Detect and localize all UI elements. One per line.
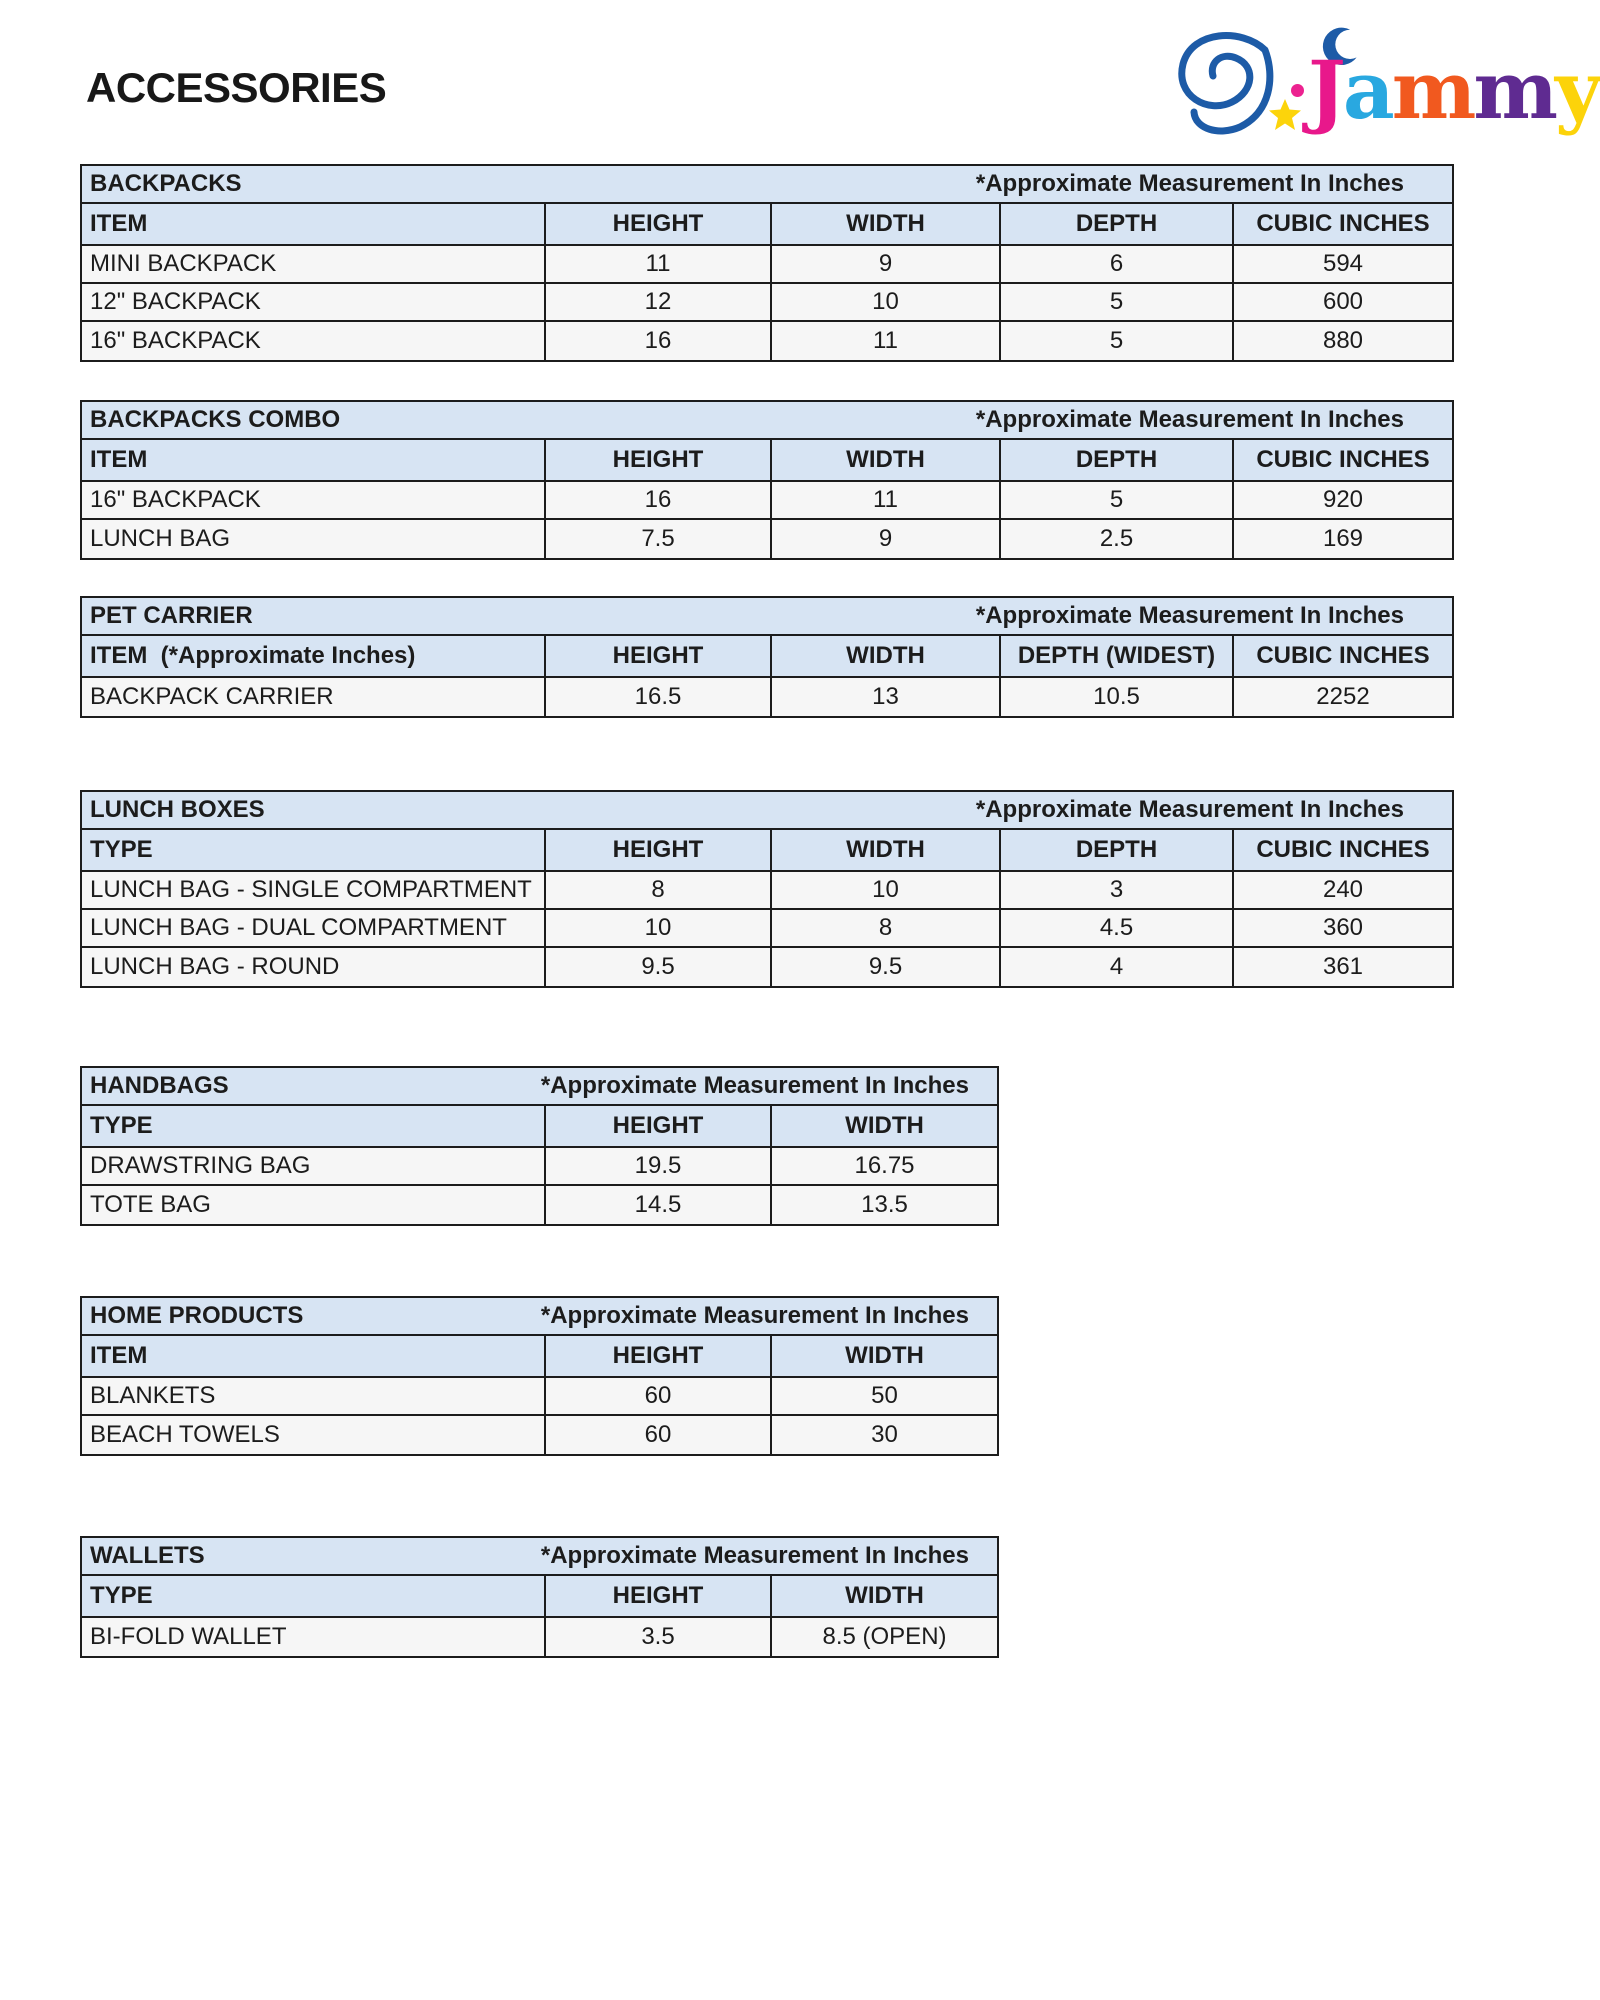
script-p-path [1182,36,1270,131]
column-header: TYPE [90,836,153,863]
section-title: WALLETS [90,1542,205,1569]
approx-measurement-note: *Approximate Measurement In Inches [975,170,1404,197]
measurement-cell: 9 [770,246,999,282]
approx-measurement-note: *Approximate Measurement In Inches [540,1072,969,1099]
approx-measurement-note: *Approximate Measurement In Inches [975,406,1404,433]
measurement-cell: 19.5 [544,1148,770,1184]
table-row [82,1378,997,1416]
star-shape [1269,99,1301,130]
section-title: PET CARRIER [90,602,253,629]
measurement-cell: 8 [544,872,770,908]
table-row [82,910,1452,948]
column-header: ITEM [90,1342,148,1369]
table-home-products [80,1296,999,1456]
measurement-cell: 50 [770,1378,997,1414]
measurement-cell: 240 [1232,872,1452,908]
measurement-cell: 10.5 [999,678,1232,716]
measurement-cell: 600 [1232,284,1452,320]
item-name-cell: LUNCH BAG [90,525,231,552]
table-row [82,678,1452,716]
column-header: HEIGHT [544,1106,770,1146]
column-header: HEIGHT [544,204,770,244]
measurement-cell: 880 [1232,322,1452,360]
table-row [82,1148,997,1186]
table-header-row [82,440,1452,482]
star-icon [1268,98,1302,132]
measurement-cell: 9.5 [770,948,999,986]
measurement-cell: 9.5 [544,948,770,986]
measurement-cell: 920 [1232,482,1452,518]
pjammy-logo [1170,24,1599,144]
table-title-row [82,598,1452,636]
table-header-row [82,1336,997,1378]
approx-measurement-note: *Approximate Measurement In Inches [975,602,1404,629]
measurement-cell: 7.5 [544,520,770,558]
measurement-cell: 13 [770,678,999,716]
column-header: ITEM (*Approximate Inches) [90,642,416,669]
table-handbags [80,1066,999,1226]
approx-measurement-note: *Approximate Measurement In Inches [975,796,1404,823]
measurement-cell: 11 [770,322,999,360]
table-header-row [82,204,1452,246]
column-header: WIDTH [770,440,999,480]
measurement-cell: 5 [999,284,1232,320]
measurement-cell: 2.5 [999,520,1232,558]
table-title-row [82,402,1452,440]
column-header: WIDTH [770,1576,997,1616]
measurement-cell: 11 [544,246,770,282]
measurement-cell: 16.75 [770,1148,997,1184]
column-header: CUBIC INCHES [1232,440,1452,480]
section-title: LUNCH BOXES [90,796,265,823]
column-header: ITEM [90,446,148,473]
table-row [82,482,1452,520]
table-title-row [82,1298,997,1336]
item-name-cell: 12" BACKPACK [90,288,261,315]
measurement-cell: 30 [770,1416,997,1454]
measurement-cell: 5 [999,482,1232,518]
column-header: DEPTH (WIDEST) [999,636,1232,676]
column-header: WIDTH [770,1106,997,1146]
column-header: CUBIC INCHES [1232,204,1452,244]
table-backpacks-combo [80,400,1454,560]
table-header-row [82,1106,997,1148]
column-header: DEPTH [999,830,1232,870]
measurement-cell: 3.5 [544,1618,770,1656]
item-name-cell: BACKPACK CARRIER [90,683,334,710]
column-header: DEPTH [999,204,1232,244]
measurement-cell: 169 [1232,520,1452,558]
item-name-cell: DRAWSTRING BAG [90,1152,311,1179]
item-name-cell: BEACH TOWELS [90,1421,280,1448]
table-row [82,948,1452,986]
measurement-cell: 4 [999,948,1232,986]
measurement-cell: 594 [1232,246,1452,282]
column-header: DEPTH [999,440,1232,480]
column-header: CUBIC INCHES [1232,636,1452,676]
measurement-cell: 10 [770,872,999,908]
measurement-cell: 8.5 (OPEN) [770,1618,997,1656]
measurement-cell: 12 [544,284,770,320]
measurement-cell: 13.5 [770,1186,997,1224]
measurement-cell: 3 [999,872,1232,908]
logo-letter: y [1555,43,1599,137]
column-header: CUBIC INCHES [1232,830,1452,870]
column-header: TYPE [90,1582,153,1609]
measurement-cell: 14.5 [544,1186,770,1224]
table-backpacks [80,164,1454,362]
table-title-row [82,1538,997,1576]
column-header: HEIGHT [544,1576,770,1616]
column-header: WIDTH [770,1336,997,1376]
logo-period-dot [1291,84,1304,97]
item-name-cell: TOTE BAG [90,1191,211,1218]
table-row [82,322,1452,360]
section-title: BACKPACKS COMBO [90,406,341,433]
measurement-cell: 8 [770,910,999,946]
measurement-cell: 60 [544,1416,770,1454]
table-row [82,520,1452,558]
table-title-row [82,166,1452,204]
table-title-row [82,1068,997,1106]
table-row [82,872,1452,910]
measurement-cell: 16.5 [544,678,770,716]
column-header: ITEM [90,210,148,237]
item-name-cell: LUNCH BAG - DUAL COMPARTMENT [90,914,507,941]
item-name-cell: 16" BACKPACK [90,327,261,354]
approx-measurement-note: *Approximate Measurement In Inches [540,1542,969,1569]
logo-letter: m [1473,43,1556,137]
column-header: HEIGHT [544,830,770,870]
table-row [82,284,1452,322]
table-row [82,1186,997,1224]
measurement-cell: 2252 [1232,678,1452,716]
column-header: WIDTH [770,636,999,676]
item-name-cell: BLANKETS [90,1382,216,1409]
item-name-cell: BI-FOLD WALLET [90,1623,287,1650]
section-title: HANDBAGS [90,1072,229,1099]
measurement-cell: 60 [544,1378,770,1414]
item-name-cell: LUNCH BAG - ROUND [90,953,340,980]
section-title: BACKPACKS [90,170,242,197]
column-header: WIDTH [770,204,999,244]
column-header: HEIGHT [544,1336,770,1376]
logo-letter: m [1391,43,1474,137]
column-header: HEIGHT [544,636,770,676]
column-header: TYPE [90,1112,153,1139]
logo-letter: a [1342,43,1392,137]
logo-letter: J [1308,43,1343,137]
measurement-cell: 16 [544,322,770,360]
table-lunch-boxes [80,790,1454,988]
column-header: HEIGHT [544,440,770,480]
table-wallets [80,1536,999,1658]
measurement-cell: 10 [544,910,770,946]
measurement-cell: 6 [999,246,1232,282]
item-name-cell: 16" BACKPACK [90,486,261,513]
item-name-cell: LUNCH BAG - SINGLE COMPARTMENT [90,876,532,903]
table-header-row [82,830,1452,872]
column-header: WIDTH [770,830,999,870]
measurement-cell: 5 [999,322,1232,360]
measurement-cell: 9 [770,520,999,558]
logo-wordmark [1308,43,1599,137]
table-row [82,1416,997,1454]
table-title-row [82,792,1452,830]
table-header-row [82,1576,997,1618]
table-row [82,1618,997,1656]
item-name-cell: MINI BACKPACK [90,250,277,277]
measurement-cell: 11 [770,482,999,518]
table-row [82,246,1452,284]
page-title: ACCESSORIES [86,64,387,111]
table-header-row [82,636,1452,678]
approx-measurement-note: *Approximate Measurement In Inches [540,1302,969,1329]
table-pet-carrier [80,596,1454,718]
measurement-cell: 361 [1232,948,1452,986]
measurement-cell: 10 [770,284,999,320]
measurement-cell: 360 [1232,910,1452,946]
measurement-cell: 16 [544,482,770,518]
section-title: HOME PRODUCTS [90,1302,304,1329]
measurement-cell: 4.5 [999,910,1232,946]
